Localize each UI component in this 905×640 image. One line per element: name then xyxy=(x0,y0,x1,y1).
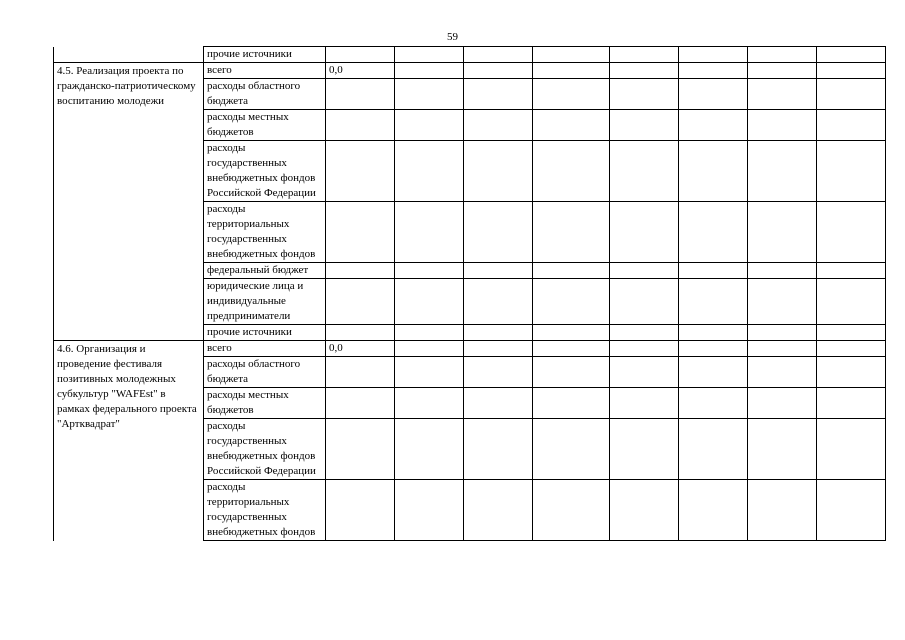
value-cell xyxy=(817,63,886,79)
funding-source-cell: юридические лица и индивидуальные предприниматели xyxy=(204,279,326,325)
value-cell xyxy=(679,47,748,63)
value-cell xyxy=(610,202,679,263)
table-row xyxy=(54,63,886,79)
funding-source-cell: прочие источники xyxy=(204,47,326,63)
value-cell xyxy=(464,202,533,263)
value-cell xyxy=(748,141,817,202)
value-cell xyxy=(610,341,679,357)
value-cell xyxy=(533,357,610,388)
value-cell xyxy=(464,357,533,388)
value-cell xyxy=(326,202,395,263)
value-cell xyxy=(395,419,464,480)
value-cell xyxy=(533,279,610,325)
funding-source-cell: всего xyxy=(204,341,326,357)
value-cell xyxy=(748,202,817,263)
value-cell xyxy=(533,47,610,63)
value-cell xyxy=(817,279,886,325)
value-cell xyxy=(326,47,395,63)
value-cell xyxy=(533,388,610,419)
value-cell xyxy=(464,110,533,141)
budget-table xyxy=(53,46,886,541)
activity-title: 4.5. Реализация проекта по гражданско-патриотическому воспитанию молодежи xyxy=(54,63,204,341)
value-cell xyxy=(679,63,748,79)
funding-source-cell: расходы местных бюджетов xyxy=(204,388,326,419)
funding-source-cell: прочие источники xyxy=(204,325,326,341)
value-cell xyxy=(817,263,886,279)
value-cell xyxy=(817,325,886,341)
value-cell xyxy=(326,419,395,480)
value-cell xyxy=(610,63,679,79)
value-cell xyxy=(817,388,886,419)
funding-source-cell: расходы областного бюджета xyxy=(204,357,326,388)
funding-source-cell: расходы территориальных государственных внебюджетных фондов xyxy=(204,480,326,541)
activity-title: 4.6. Организация и проведение фестиваля позитивных молодежных субкультур "WAFEst" в рамках федерального проекта "Артквадрат" xyxy=(54,341,204,541)
carryover-section xyxy=(54,47,886,63)
value-cell xyxy=(817,480,886,541)
value-cell xyxy=(817,419,886,480)
value-cell xyxy=(326,141,395,202)
value-cell xyxy=(610,141,679,202)
funding-source-cell: расходы государственных внебюджетных фондов Российской Федерации xyxy=(204,419,326,480)
value-cell xyxy=(395,341,464,357)
value-cell xyxy=(748,47,817,63)
value-cell xyxy=(748,279,817,325)
value-cell xyxy=(464,480,533,541)
funding-source-cell: расходы местных бюджетов xyxy=(204,110,326,141)
value-cell xyxy=(533,141,610,202)
value-cell xyxy=(817,47,886,63)
value-cell xyxy=(326,357,395,388)
value-cell xyxy=(464,388,533,419)
activity-cell xyxy=(54,47,204,63)
value-cell xyxy=(533,202,610,263)
value-cell xyxy=(748,480,817,541)
value-cell xyxy=(533,79,610,110)
value-cell xyxy=(748,341,817,357)
value-cell xyxy=(395,79,464,110)
value-cell xyxy=(610,357,679,388)
value-cell xyxy=(610,263,679,279)
value-cell xyxy=(395,263,464,279)
funding-source-cell: федеральный бюджет xyxy=(204,263,326,279)
value-cell xyxy=(395,357,464,388)
value-cell xyxy=(748,325,817,341)
value-cell xyxy=(326,263,395,279)
value-cell xyxy=(679,141,748,202)
value-cell xyxy=(817,341,886,357)
value-cell xyxy=(679,263,748,279)
value-cell xyxy=(679,357,748,388)
value-cell xyxy=(464,47,533,63)
value-cell xyxy=(748,79,817,110)
value-cell xyxy=(395,325,464,341)
value-cell xyxy=(748,357,817,388)
table-row xyxy=(54,341,886,357)
value-cell xyxy=(326,480,395,541)
value-cell xyxy=(748,63,817,79)
value-cell xyxy=(533,341,610,357)
value-cell xyxy=(533,419,610,480)
value-cell xyxy=(533,110,610,141)
value-cell xyxy=(679,79,748,110)
value-cell xyxy=(679,480,748,541)
activity-section-4-5 xyxy=(54,63,886,341)
value-cell xyxy=(817,202,886,263)
value-cell xyxy=(395,47,464,63)
value-cell xyxy=(679,388,748,419)
value-cell: 0,0 xyxy=(326,341,395,357)
value-cell xyxy=(326,325,395,341)
value-cell xyxy=(464,263,533,279)
funding-source-cell: расходы государственных внебюджетных фондов Российской Федерации xyxy=(204,141,326,202)
value-cell xyxy=(326,110,395,141)
value-cell xyxy=(748,419,817,480)
value-cell xyxy=(326,279,395,325)
value-cell xyxy=(464,279,533,325)
value-cell xyxy=(395,388,464,419)
value-cell xyxy=(395,480,464,541)
value-cell xyxy=(817,79,886,110)
value-cell xyxy=(610,47,679,63)
value-cell xyxy=(610,79,679,110)
value-cell xyxy=(817,357,886,388)
value-cell xyxy=(610,110,679,141)
value-cell xyxy=(748,263,817,279)
value-cell xyxy=(395,202,464,263)
value-cell xyxy=(610,480,679,541)
activity-section-4-6 xyxy=(54,341,886,541)
value-cell xyxy=(610,388,679,419)
value-cell xyxy=(679,325,748,341)
funding-source-cell: всего xyxy=(204,63,326,79)
funding-source-cell: расходы областного бюджета xyxy=(204,79,326,110)
value-cell xyxy=(464,141,533,202)
value-cell: 0,0 xyxy=(326,63,395,79)
value-cell xyxy=(610,325,679,341)
value-cell xyxy=(748,110,817,141)
value-cell xyxy=(395,110,464,141)
value-cell xyxy=(533,63,610,79)
value-cell xyxy=(464,341,533,357)
value-cell xyxy=(679,110,748,141)
table-row xyxy=(54,47,886,63)
value-cell xyxy=(464,63,533,79)
value-cell xyxy=(533,325,610,341)
value-cell xyxy=(533,480,610,541)
value-cell xyxy=(464,325,533,341)
value-cell xyxy=(533,263,610,279)
value-cell xyxy=(679,341,748,357)
value-cell xyxy=(610,419,679,480)
value-cell xyxy=(326,388,395,419)
value-cell xyxy=(748,388,817,419)
funding-source-cell: расходы территориальных государственных внебюджетных фондов xyxy=(204,202,326,263)
value-cell xyxy=(679,279,748,325)
value-cell xyxy=(679,419,748,480)
value-cell xyxy=(817,141,886,202)
value-cell xyxy=(817,110,886,141)
value-cell xyxy=(395,141,464,202)
value-cell xyxy=(464,419,533,480)
value-cell xyxy=(464,79,533,110)
value-cell xyxy=(610,279,679,325)
value-cell xyxy=(395,63,464,79)
value-cell xyxy=(326,79,395,110)
value-cell xyxy=(395,279,464,325)
value-cell xyxy=(679,202,748,263)
page-number: 59 xyxy=(447,31,458,43)
